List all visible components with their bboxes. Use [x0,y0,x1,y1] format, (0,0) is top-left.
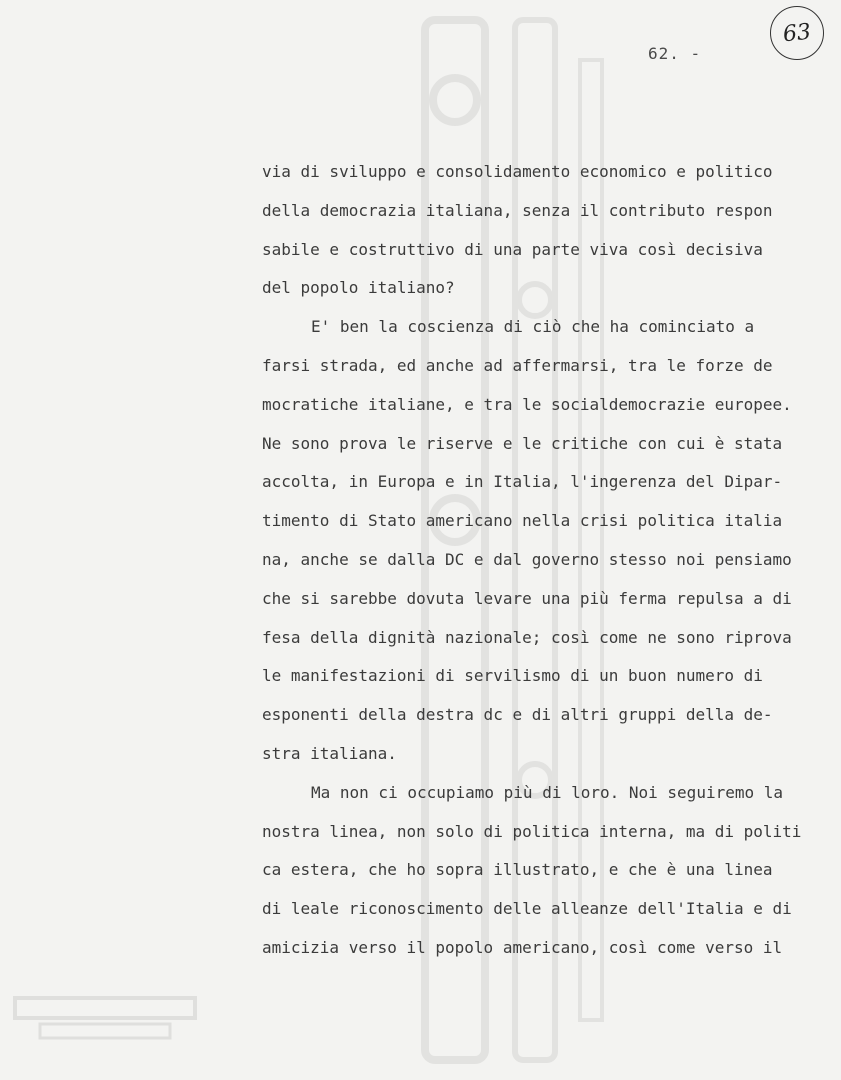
text-line: amicizia verso il popolo americano, così come verso il [262,937,783,957]
text-line: stra italiana. [262,743,397,763]
page-number: 62. - [648,44,702,63]
text-line: Ne sono prova le riserve e le critiche con cui è stata [262,433,783,453]
text-line: ca estera, che ho sopra illustrato, e che è una linea [262,860,773,880]
handwritten-page-stamp [770,6,824,60]
text-line: timento di Stato americano nella crisi politica italia [262,511,783,531]
body-text [262,153,822,968]
text-line: na, anche se dalla DC e dal governo stesso noi pensiamo [262,549,792,569]
text-line: accolta, in Europa e in Italia, l'ingerenza del Dipar- [262,472,783,492]
text-line: E' ben la coscienza di ciò che ha cominciato a [311,317,755,337]
text-line: le manifestazioni di servilismo di un buon numero di [262,666,763,686]
archive-logo-watermark [0,990,220,1050]
text-line: farsi strada, ed anche ad affermarsi, tra le forze de [262,355,773,375]
text-line: esponenti della destra dc e di altri gruppi della de- [262,705,773,725]
stamp-number: 63 [781,19,813,47]
text-line: via di sviluppo e consolidamento economico e politico [262,162,773,181]
text-line: della democrazia italiana, senza il contributo respon [262,200,773,220]
text-line: che si sarebbe dovuta levare una più ferma repulsa a di [262,588,792,608]
text-line: nostra linea, non solo di politica interna, ma di politi [262,821,802,841]
text-line: mocratiche italiane, e tra le socialdemocrazie europee. [262,394,792,414]
text-line: del popolo italiano? [262,278,455,298]
text-line: di leale riconoscimento delle alleanze dell'Italia e di [262,899,792,919]
text-line: fesa della dignità nazionale; così come ne sono riprova [262,627,792,647]
text-line: Ma non ci occupiamo più di loro. Noi seguiremo la [311,782,784,802]
text-line: sabile e costruttivo di una parte viva così decisiva [262,239,763,259]
